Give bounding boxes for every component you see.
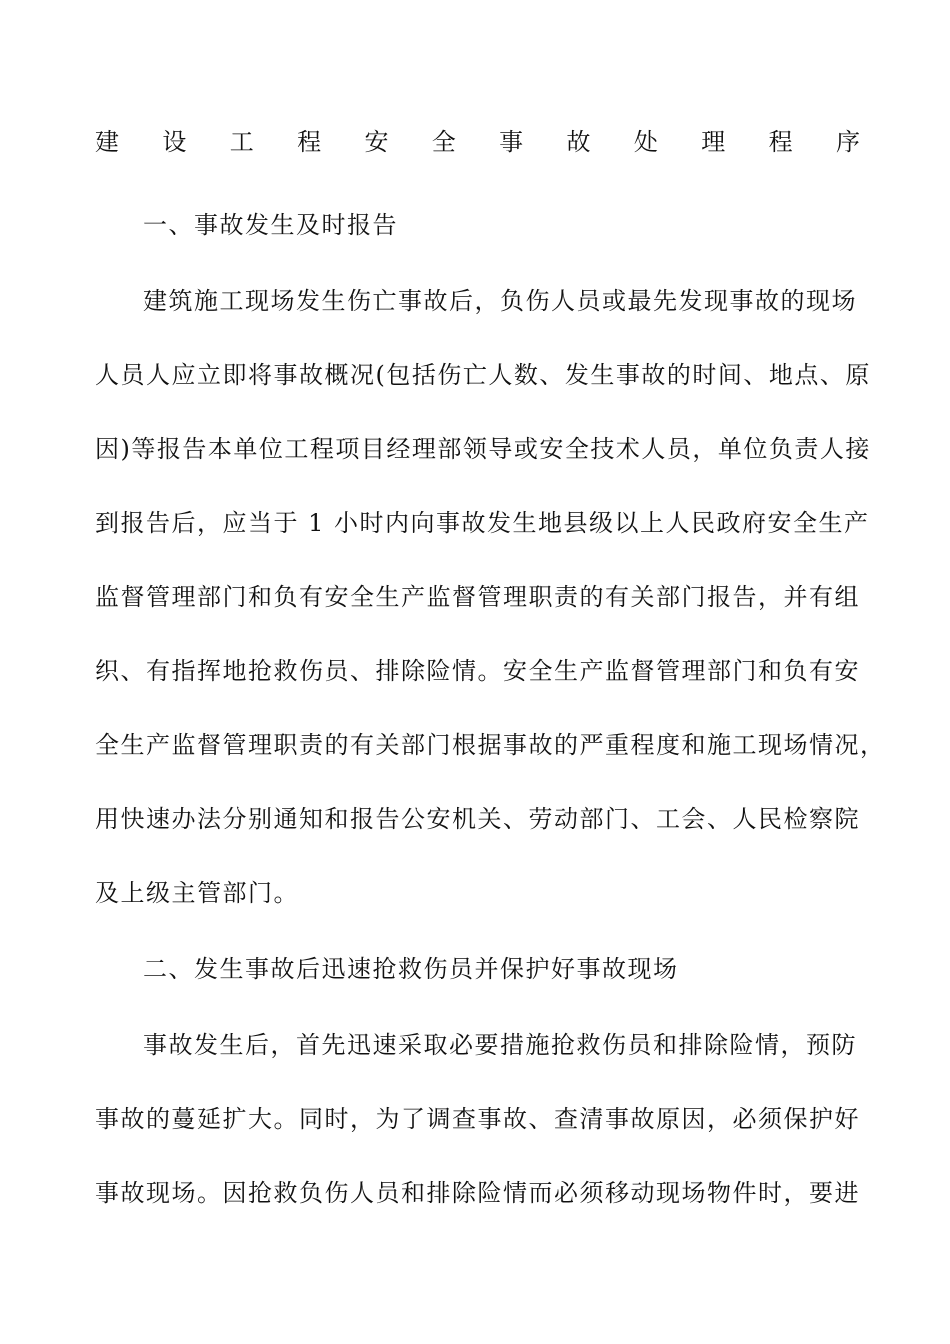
paragraph-line: 事故的蔓延扩大。同时，为了调查事故、查清事故原因，必须保护好 (95, 1105, 860, 1133)
paragraph-line: 用快速办法分别通知和报告公安机关、劳动部门、工会、人民检察院 (95, 805, 860, 833)
paragraph-line: 事故发生后，首先迅速采取必要措施抢救伤员和排除险情，预防 (143, 1031, 857, 1059)
title-char: 安 (364, 128, 389, 156)
title-char: 全 (431, 128, 456, 156)
paragraph-line: 事故现场。因抢救负伤人员和排除险情而必须移动现场物件时，要进 (95, 1179, 860, 1207)
paragraph-line: 织、有指挥地抢救伤员、排除险情。安全生产监督管理部门和负有安 (95, 657, 860, 685)
title-char: 建 (95, 128, 119, 156)
title-char: 程 (768, 128, 793, 156)
title-char: 序 (835, 128, 860, 156)
paragraph-line: 监督管理部门和负有安全生产监督管理职责的有关部门报告，并有组 (95, 583, 860, 611)
title-char: 故 (566, 128, 591, 156)
section-heading-2: 二、发生事故后迅速抢救伤员并保护好事故现场 (143, 955, 679, 983)
title-char: 工 (229, 128, 254, 156)
document-title (95, 122, 860, 162)
paragraph-line: 建筑施工现场发生伤亡事故后，负伤人员或最先发现事故的现场 (143, 287, 857, 315)
title-char: 理 (701, 128, 726, 156)
title-char: 设 (162, 128, 187, 156)
paragraph-line: 及上级主管部门。 (95, 879, 299, 907)
paragraph-line: 全生产监督管理职责的有关部门根据事故的严重程度和施工现场情况， (95, 731, 886, 759)
paragraph-line: 因)等报告本单位工程项目经理部领导或安全技术人员，单位负责人接 (95, 435, 871, 463)
title-char: 程 (297, 128, 322, 156)
paragraph-line: 到报告后，应当于 1 小时内向事故发生地县级以上人民政府安全生产 (95, 509, 870, 537)
section-heading-1: 一、事故发生及时报告 (143, 211, 398, 239)
paragraph-line: 人员人应立即将事故概况(包括伤亡人数、发生事故的时间、地点、原 (95, 361, 871, 389)
title-char: 事 (499, 128, 524, 156)
title-char: 处 (633, 128, 658, 156)
